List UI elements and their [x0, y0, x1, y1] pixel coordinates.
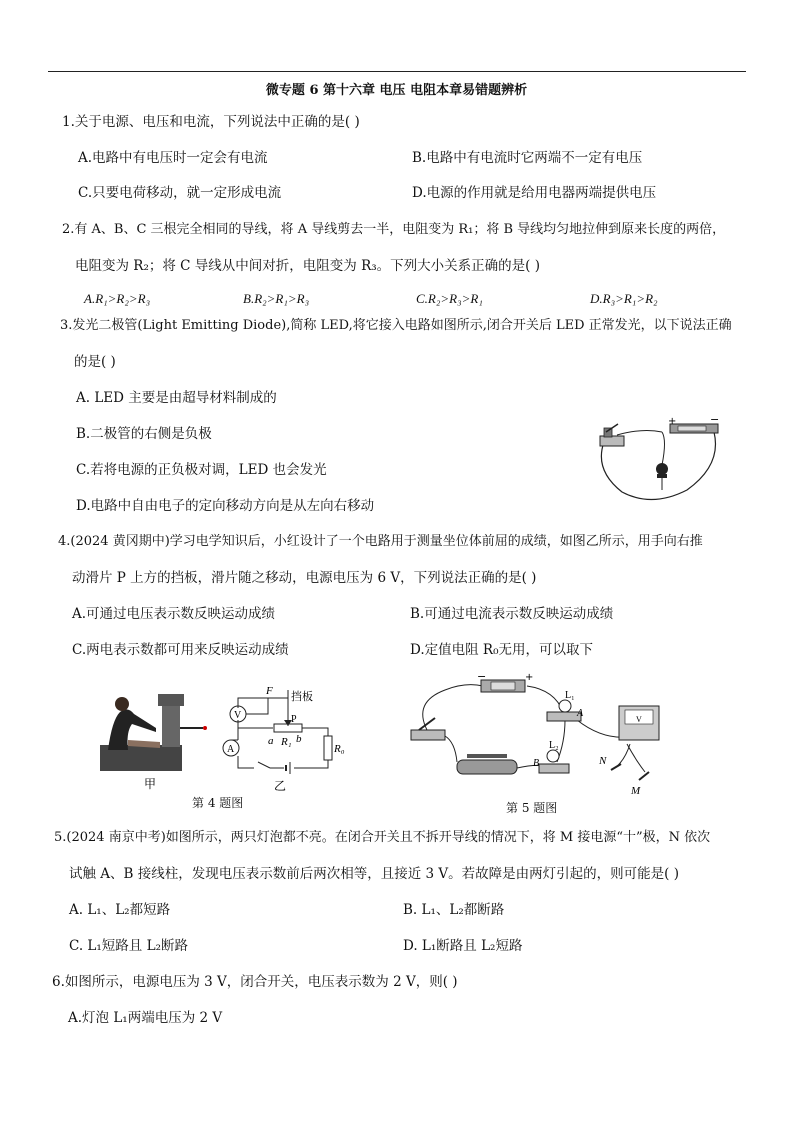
q1-option-b: B.电路中有电流时它两端不一定有电压 [412, 150, 643, 166]
q5-option-a: A. L₁、L₂都短路 [69, 902, 171, 918]
q3-option-a: A. LED 主要是由超导材料制成的 [76, 390, 277, 406]
fig4-label-r1: R₁ [281, 736, 292, 748]
fig5-plus-label: + [525, 672, 534, 683]
q3-minus-label: − [710, 413, 720, 426]
q2-stem-line2: 电阻变为 R₂；将 C 导线从中间对折，电阻变为 R₃。下列大小关系正确的是( ) [75, 258, 540, 274]
q4-option-a: A.可通过电压表示数反映运动成绩 [72, 606, 276, 622]
q3-stem-line1: 3.发光二极管(Light Emitting Diode),简称 LED,将它接入电路如图所示,闭合开关后 LED 正常发光，以下说法正确 [60, 318, 732, 333]
q4-stem-line1: 4.(2024 黄冈期中)学习电学知识后，小红设计了一个电路用于测量坐位体前屈的成绩，如图乙所示，用手向右推 [58, 534, 703, 549]
q5-option-b: B. L₁、L₂都断路 [403, 902, 505, 918]
q3-led-circuit-figure [592, 410, 727, 505]
q2-option-a: A.R₁>R₂>R₃ [84, 291, 151, 306]
fig5-label-a: A [577, 708, 584, 719]
q3-option-b: B.二极管的右侧是负极 [76, 426, 212, 442]
q5-stem-line2: 试触 A、B 接线柱，发现电压表示数前后两次相等，且接近 3 V。若故障是由两灯引起的，则可能是( ) [69, 866, 679, 882]
fig4-figure [98, 680, 363, 795]
q4-stem-line2: 动滑片 P 上方的挡板，滑片随之移动，电源电压为 6 V，下列说法正确的是( ) [72, 570, 537, 586]
q2-stem-line1: 2.有 A、B、C 三根完全相同的导线，将 A 导线剪去一半，电阻变为 R₁；将 B 导线均匀地拉伸到原来长度的两倍， [62, 222, 726, 237]
fig5-label-l2: L₂ [549, 740, 559, 751]
q1-option-a: A.电路中有电压时一定会有电流 [78, 150, 268, 166]
q5-option-c: C. L₁短路且 L₂断路 [69, 938, 188, 954]
q5-option-d: D. L₁断路且 L₂短路 [403, 938, 523, 954]
q4-option-d: D.定值电阻 R₀无用，可以取下 [410, 642, 594, 658]
q2-option-c: C.R₂>R₃>R₁ [416, 291, 483, 306]
q1-stem: 1.关于电源、电压和电流，下列说法中正确的是( ) [62, 114, 360, 130]
fig5-caption: 第 5 题图 [506, 801, 558, 815]
q3-option-d: D.电路中自由电子的定向移动方向是从左向右移动 [76, 498, 375, 514]
fig4-label-jia: 甲 [144, 777, 157, 791]
fig5-label-n: N [599, 755, 607, 767]
q6-stem: 6.如图所示，电源电压为 3 V，闭合开关，电压表示数为 2 V，则( ) [52, 974, 458, 990]
fig4-ammeter-a: A [227, 744, 235, 755]
fig5-voltmeter-v: V [636, 715, 642, 724]
fig4-label-r0: R₀ [334, 743, 345, 755]
fig4-label-f: F [266, 685, 273, 697]
fig5-figure [405, 672, 685, 800]
top-rule [48, 71, 746, 72]
fig5-label-l1: L₁ [565, 690, 575, 701]
q4-option-b: B.可通过电流表示数反映运动成绩 [410, 606, 614, 622]
fig4-label-p: P [291, 714, 297, 725]
q3-stem-line2: 的是( ) [74, 354, 116, 370]
fig5-label-b: B [533, 758, 540, 769]
q1-option-d: D.电源的作用就是给用电器两端提供电压 [412, 185, 657, 201]
fig4-voltmeter-v: V [234, 710, 242, 721]
q3-option-c: C.若将电源的正负极对调，LED 也会发光 [76, 462, 327, 478]
page-title: 微专题 6 第十六章 电压 电阻本章易错题辨析 [265, 83, 528, 98]
fig5-minus-label: − [477, 672, 487, 683]
q3-plus-label: + [668, 416, 677, 427]
fig4-caption: 第 4 题图 [192, 796, 244, 810]
q2-option-b: B.R₂>R₁>R₃ [243, 291, 310, 306]
q5-stem-line1: 5.(2024 南京中考)如图所示，两只灯泡都不亮。在闭合开关且不拆开导线的情况下，将 M 接电源“十”极，N 依次 [54, 830, 711, 845]
fig4-label-yi: 乙 [274, 779, 287, 793]
q4-option-c: C.两电表示数都可用来反映运动成绩 [72, 642, 289, 658]
q2-option-d: D.R₃>R₁>R₂ [590, 291, 658, 306]
fig4-photo-illustration [100, 694, 207, 771]
fig4-label-dangban: 挡板 [291, 690, 313, 703]
fig4-label-a: a [268, 735, 274, 747]
q1-option-c: C.只要电荷移动，就一定形成电流 [78, 185, 282, 201]
fig4-label-b: b [296, 733, 302, 745]
fig5-label-m: M [631, 785, 641, 797]
q6-option-a: A.灯泡 L₁两端电压为 2 V [68, 1010, 223, 1026]
